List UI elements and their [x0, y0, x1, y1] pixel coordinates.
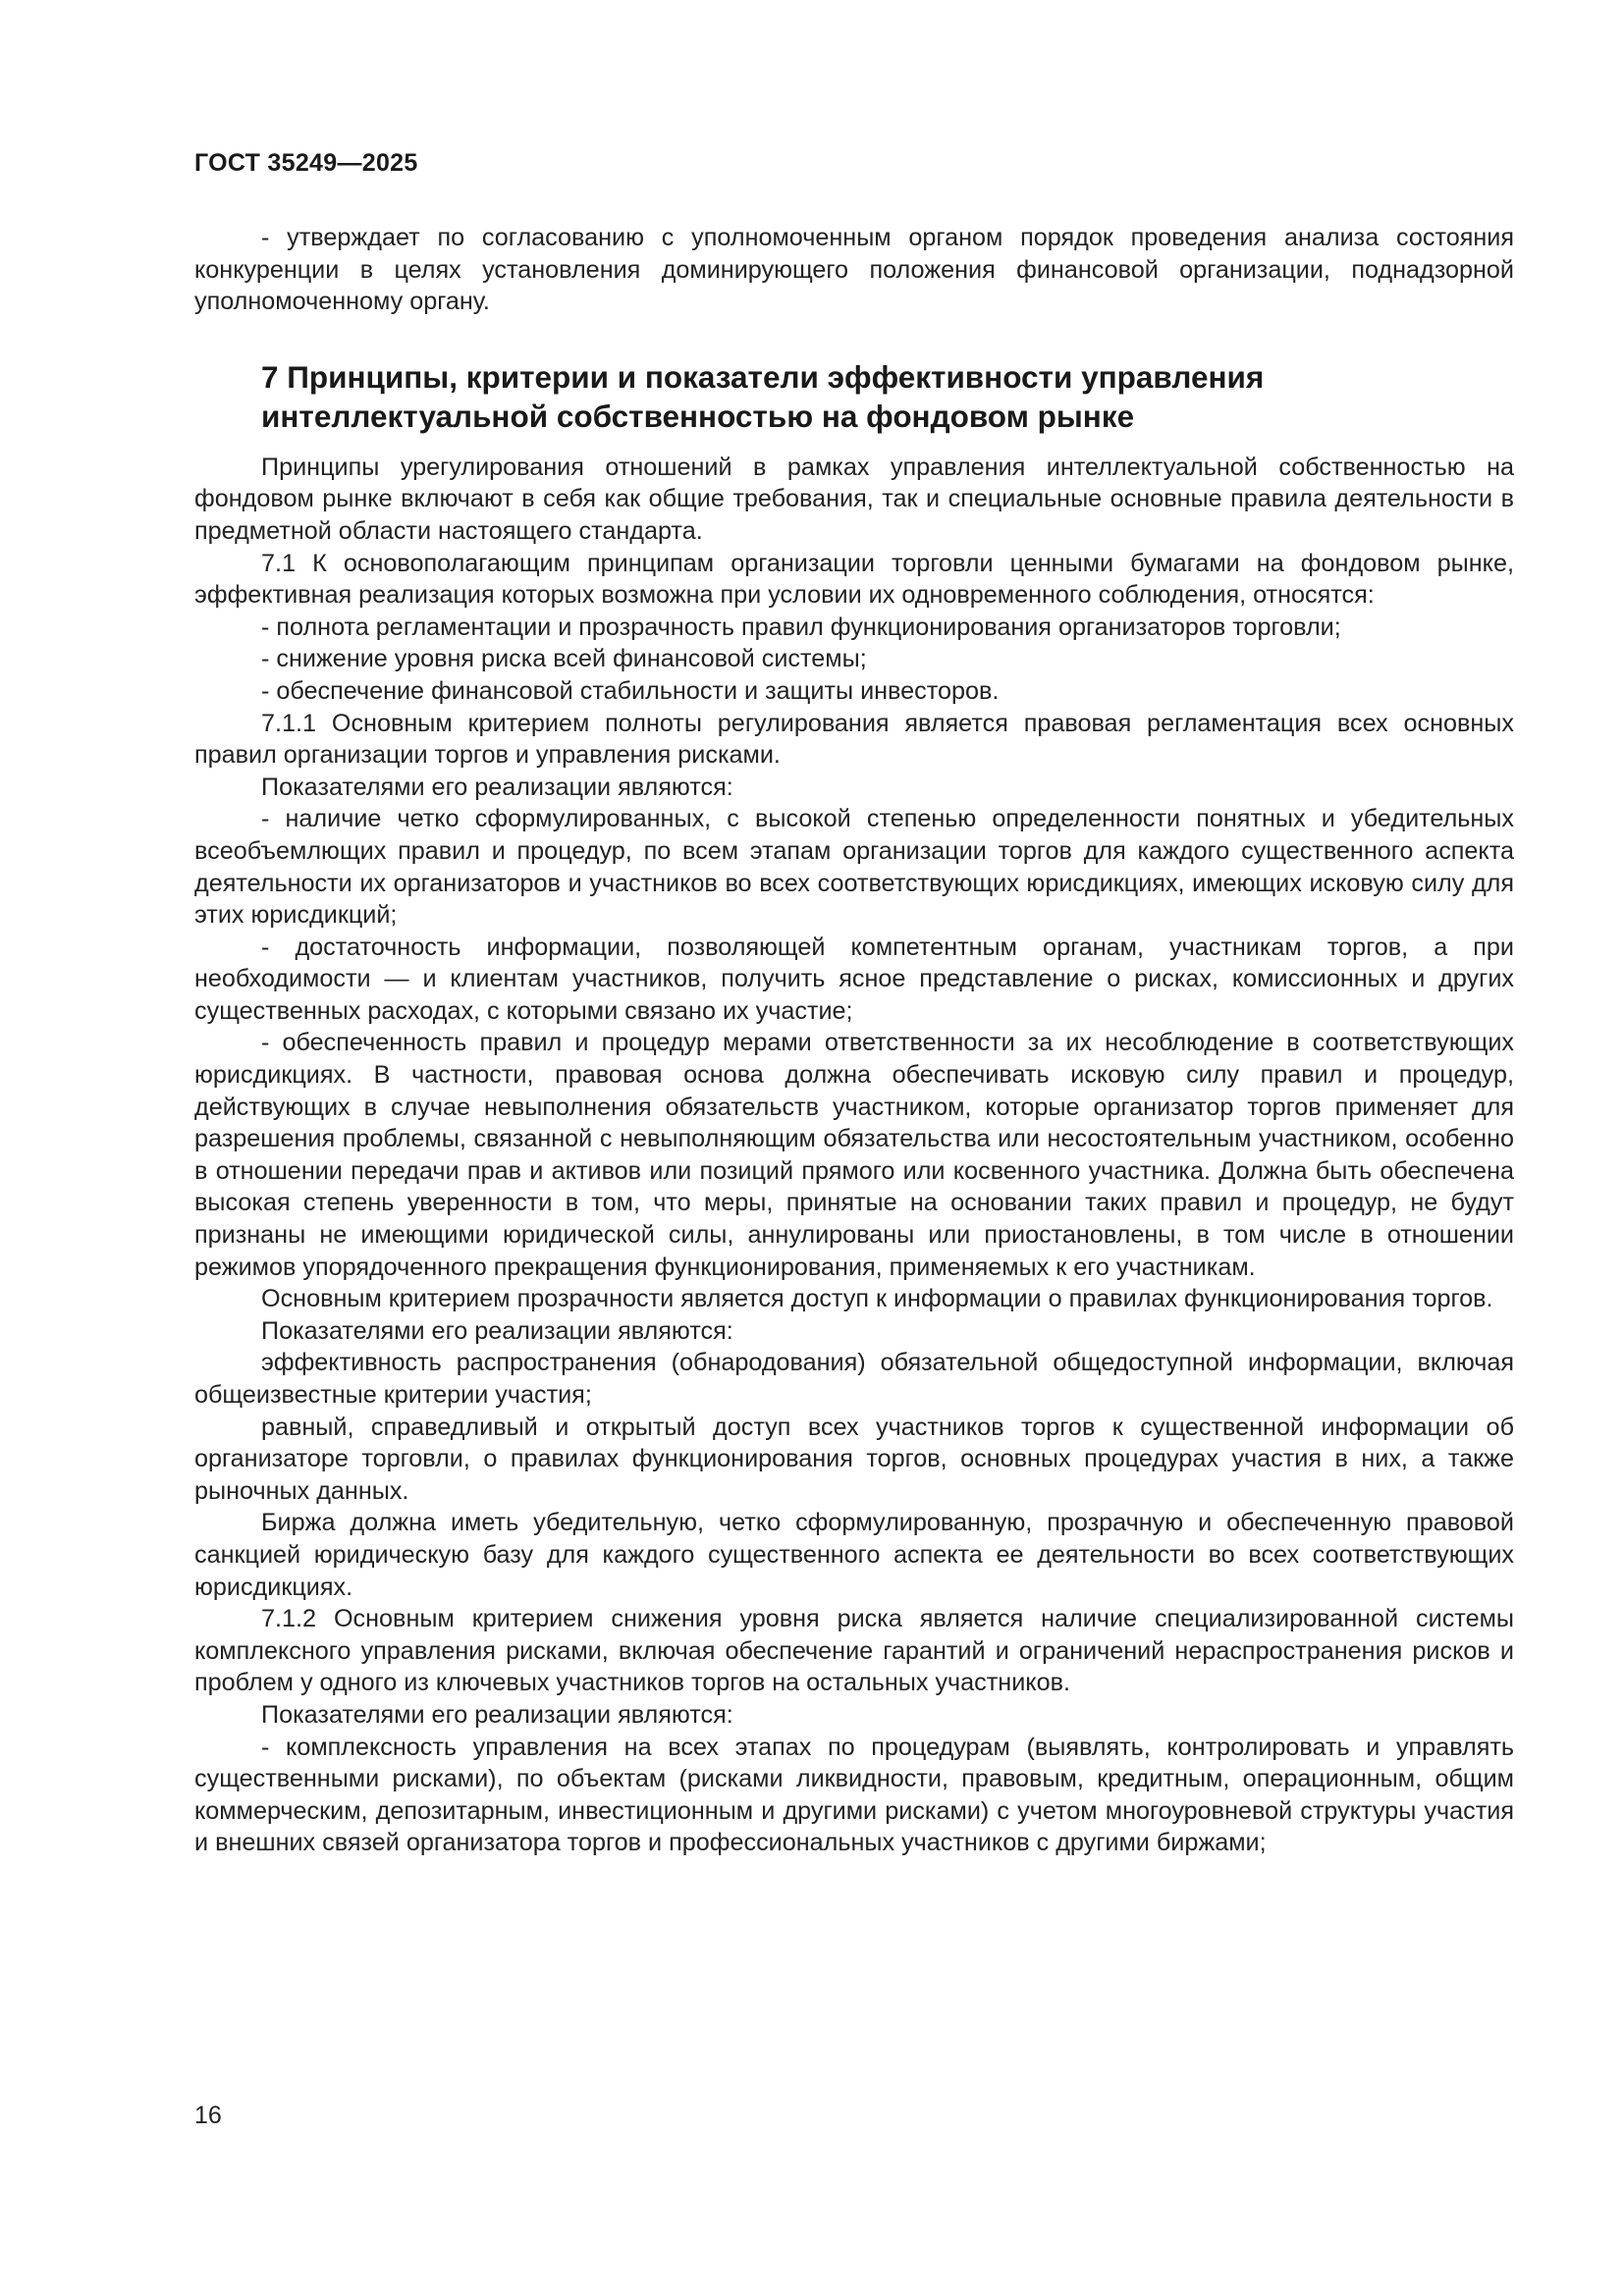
list-item: - обеспечение финансовой стабильности и защиты инвесторов.	[261, 676, 1000, 705]
paragraph: Показателями его реализации являются:	[261, 1316, 733, 1345]
paragraph: 7.1.1 Основным критерием полноты регулирования является правовая регламентация всех основных правил организации торгов и управления рисками.	[194, 709, 1514, 770]
paragraph: Показателями его реализации являются:	[261, 1700, 733, 1729]
paragraph: - утверждает по согласованию с уполномоченным органом порядок проведения анализа состояния конкуренции в целях установления доминирующего положения финансовой организации, поднадзорной уполномоченному органу.	[194, 224, 1514, 316]
paragraph: Основным критерием прозрачности является доступ к информации о правилах функционирования торгов.	[261, 1285, 1493, 1313]
list-item: - комплексность управления на всех этапах по процедурам (выявлять, контролировать и управлять существенными рисками), по объектам (рисками ликвидности, правовым, кредитным, операционным, общим коммерческим, депозитарным, инвестиционным и другими рисками) с учетом многоуровневой структуры участия и внешних связей организатора торгов и профессиональных участников с другими биржами;	[194, 1733, 1514, 1857]
paragraph: Биржа должна иметь убедительную, четко сформулированную, прозрачную и обеспеченную правовой санкцией юридическую базу для каждого существенного аспекта ее деятельности во всех соответствующих юрисдикциях.	[194, 1509, 1514, 1601]
document-body	[194, 222, 1514, 1859]
list-item: - наличие четко сформулированных, с высокой степенью определенности понятных и убедительных всеобъемлющих правил и процедур, по всем этапам организации торгов для каждого существенного аспекта деятельности их организаторов и участников во всех соответствующих юрисдикциях, имеющих исковую силу для этих юрисдикций;	[194, 805, 1514, 930]
paragraph: 7.1 К основополагающим принципам организации торговли ценными бумагами на фондовом рынке, эффективная реализация которых возможна при условии их одновременного соблюдения, относятся:	[194, 549, 1514, 610]
paragraph: Показателями его реализации являются:	[261, 773, 733, 801]
paragraph: равный, справедливый и открытый доступ всех участников торгов к существенной информации об организаторе торговли, о правилах функционирования торгов, основных процедурах участия в них, а также рыночных данных.	[194, 1413, 1514, 1505]
section-title: 7 Принципы, критерии и показатели эффективности управления интеллектуальной собственностью на фондовом рынке	[261, 358, 1265, 434]
paragraph: Принципы урегулирования отношений в рамках управления интеллектуальной собственностью на фондовом рынке включают в себя как общие требования, так и специальные основные правила деятельности в предметной области настоящего стандарта.	[194, 453, 1514, 545]
paragraph: 7.1.2 Основным критерием снижения уровня риска является наличие специализированной системы комплексного управления рисками, включая обеспечение гарантий и ограничений нераспространения рисков и проблем у одного из ключевых участников торгов на остальных участников.	[194, 1605, 1514, 1697]
list-item: - обеспеченность правил и процедур мерами ответственности за их несоблюдение в соответствующих юрисдикциях. В частности, правовая основа должна обеспечивать исковую силу правил и процедур, действующих в случае невыполнения обязательств участником, которые организатор торгов применяет для разрешения проблемы, связанной с невыполняющим обязательства или несостоятельным участником, особенно в отношении передачи прав и активов или позиций прямого или косвенного участника. Должна быть обеспечена высокая степень уверенности в том, что меры, принятые на основании таких правил и процедур, не будут признаны не имеющими юридической силы, аннулированы или приостановлены, в том числе в отношении режимов упорядоченного прекращения функционирования, применяемых к его участникам.	[194, 1029, 1514, 1281]
list-item: - полнота регламентации и прозрачность правил функционирования организаторов торговли;	[261, 613, 1341, 641]
document-header-code: ГОСТ 35249—2025	[194, 149, 418, 177]
page-number: 16	[194, 2102, 222, 2129]
paragraph: эффективность распространения (обнародования) обязательной общедоступной информации, включая общеизвестные критерии участия;	[194, 1349, 1514, 1409]
list-item: - достаточность информации, позволяющей компетентным органам, участникам торгов, а при необходимости — и клиентам участников, получить ясное представление о рисках, комиссионных и других существенных расходах, с которыми связано их участие;	[194, 933, 1514, 1025]
list-item: - снижение уровня риска всей финансовой системы;	[261, 645, 867, 673]
